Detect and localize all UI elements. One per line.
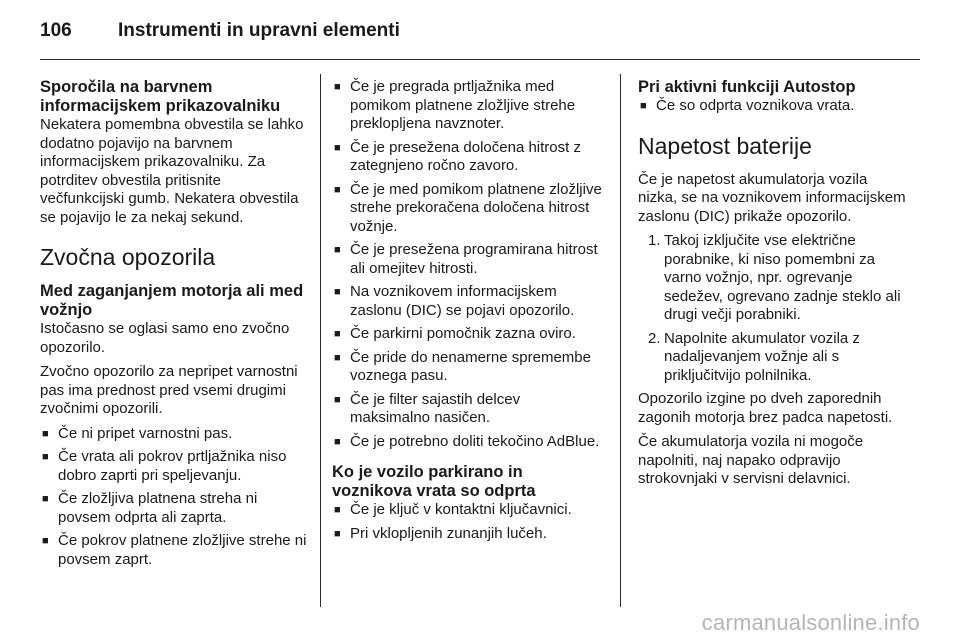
list-item: ■ Če je ključ v kontaktni ključavnici. (334, 501, 572, 518)
list-item: ■ Če zložljiva platnena streha ni povsem odprta ali zaprta. (42, 490, 258, 526)
bullet-icon: ■ (42, 427, 49, 440)
paragraph-low-voltage: Če je napetost akumulatorja vozila nizka, se na voznikovem informacijskem zaslonu (DIC) prikaže opozorilo. (638, 170, 906, 225)
section-title-audio-warnings: Zvočna opozorila (40, 244, 216, 270)
list-item: ■ Če je presežena programirana hitrost ali omejitev hitrosti. (334, 241, 598, 277)
paragraph-warning-disappears: Opozorilo izgine po dveh zaporednih zagonih motorja brez padca napetosti. (638, 390, 893, 426)
list-item: ■ Če ni pripet varnostni pas. (42, 424, 233, 442)
paragraph-one-warning: Istočasno se oglasi samo eno zvočno opozorilo. (40, 320, 290, 356)
list-item: ■ Če vrata ali pokrov prtljažnika niso dobro zaprti pri speljevanju. (42, 448, 287, 484)
bullet-icon: ■ (334, 527, 341, 540)
page-header-title: Instrumenti in upravni elementi (118, 20, 400, 41)
bullet-icon: ■ (334, 393, 341, 406)
paragraph-battery-service: Če akumulatorja vozila ni mogoče napolniti, naj napako odpravijo strokovnjaki v servisni delavnici. (638, 433, 864, 487)
bullet-icon: ■ (334, 328, 341, 340)
list-item: 1. Takoj izključite vse električne porabnike, ki niso pomembni za varno vožnjo, npr. ogrevanje sedežev, ogrevano zadnje steklo ali drugi večji porabniki. (648, 232, 901, 323)
list-item: ■ Če je filter sajastih delcev maksimalno nasičen. (334, 390, 521, 426)
column-2 (332, 78, 604, 548)
bullet-icon: ■ (334, 351, 341, 364)
paragraph-seatbelt-priority: Zvočno opozorilo za nepripet varnostni pas ima prednost pred vsemi drugimi zvočnimi opozorili. (40, 363, 298, 417)
page-header (40, 20, 400, 46)
list-item: ■ Če je potrebno doliti tekočino AdBlue. (334, 432, 600, 450)
heading-autostop: Pri aktivni funkciji Autostop (638, 78, 856, 96)
warning-list-2 (332, 78, 604, 451)
bullet-icon: ■ (334, 435, 341, 448)
section-title-battery-voltage: Napetost baterije (638, 132, 812, 159)
paragraph-info-display: Nekatera pomembna obvestila se lahko dodatno pojavijo na barvnem informacijskem prikazovalniku. Za potrditev obvestila pritisnite večfunkcijski gumb. Nekatera obvestila se pojavijo le za nekaj sekund. (40, 116, 304, 226)
page-number: 106 (40, 20, 72, 41)
list-item: ■ Če so odprta voznikova vrata. (640, 97, 855, 114)
bullet-icon: ■ (334, 141, 341, 154)
list-item: ■ Če je presežena določena hitrost z zategnjeno ročno zavoro. (334, 138, 581, 174)
bullet-icon: ■ (334, 183, 341, 196)
heading-engine-start-driving: Med zaganjanjem motorja ali med vožnjo (40, 282, 304, 319)
bullet-icon: ■ (334, 81, 341, 93)
column-3 (638, 78, 908, 495)
warning-list-3 (332, 501, 604, 543)
bullet-icon: ■ (42, 535, 49, 547)
list-item: ■ Če parkirni pomočnik zazna oviro. (334, 325, 576, 342)
list-item: 2. Napolnite akumulator vozila z nadaljevanjem vožnje ali s priključitvijo polnilnika. (648, 329, 860, 384)
heading-color-info-display: Sporočila na barvnem informacijskem prikazovalniku (40, 78, 281, 115)
list-item: ■ Pri vklopljenih zunanjih lučeh. (334, 524, 547, 542)
bullet-icon: ■ (334, 244, 341, 256)
watermark: carmanualsonline.info (701, 610, 920, 635)
header-rule (40, 59, 920, 60)
column-1 (40, 78, 308, 574)
warning-list-1 (40, 425, 308, 570)
column-divider-right (620, 74, 621, 607)
bullet-icon: ■ (42, 451, 49, 463)
bullet-icon: ■ (42, 493, 49, 505)
list-item: ■ Na voznikovem informacijskem zaslonu (DIC) se pojavi opozorilo. (334, 283, 575, 319)
bullet-icon: ■ (640, 100, 647, 112)
column-divider-left (320, 74, 321, 607)
steps-list (638, 232, 908, 385)
list-item: ■ Če je pregrada prtljažnika med pomikom platnene zložljive strehe preklopljena navznoter. (334, 78, 576, 132)
list-item: ■ Če je med pomikom platnene zložljive strehe prekoračena določena hitrost vožnje. (334, 180, 602, 235)
heading-parked-door-open: Ko je vozilo parkirano in voznikova vrata so odprta (332, 463, 536, 500)
list-item: ■ Če pokrov platnene zložljive strehe ni povsem zaprt. (42, 532, 307, 568)
warning-list-4 (638, 97, 908, 116)
bullet-icon: ■ (334, 504, 341, 516)
bullet-icon: ■ (334, 286, 341, 298)
list-item: ■ Če pride do nenamerne spremembe voznega pasu. (334, 348, 591, 384)
